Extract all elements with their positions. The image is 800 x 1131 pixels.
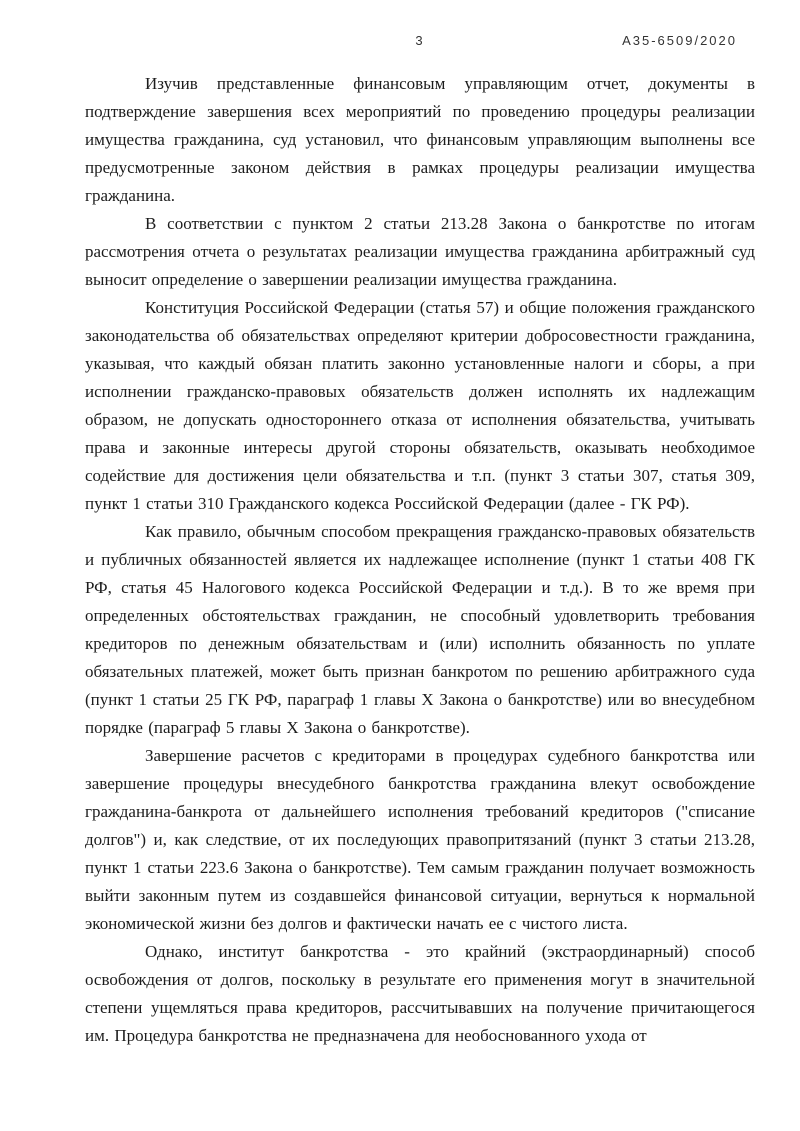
paragraph-bankruptcy-extraordinary: Однако, институт банкротства - это крайний (экстраординарный) способ освобождения от долгов, поскольку в результате его применения могут в значительной степени ущемляться права кредиторов, рассчитывавших на получение причитающегося им. Процедура банкротства не предназначена для необоснованного ухода от [85,942,755,1045]
case-number: А35-6509/2020 [622,33,737,48]
page-number: 3 [415,33,425,48]
paragraph-constitution-good-faith: Конституция Российской Федерации (статья 57) и общие положения гражданского законодательства об обязательствах определяют критерии добросовестности гражданина, указывая, что каждый обязан платить законно установленные налоги и сборы, а при исполнении гражданско-правовых обязательств должен исполнять их надлежащим образом, не допускать одностороннего отказа от исполнения обязательства, учитывать права и законные интересы другой стороны обязательств, оказывать необходимое содействие для достижения цели обязательства и т.п. (пункт 3 статьи 307, статья 309, пункт 1 статьи 310 Гражданского кодекса Российской Федерации (далее - ГК РФ). [85,298,755,513]
paragraph-court-findings: Изучив представленные финансовым управляющим отчет, документы в подтверждение завершения всех мероприятий по проведению процедуры реализации имущества гражданина, суд установил, что финансовым управляющим выполнены все предусмотренные законом действия в рамках процедуры реализации имущества гражданина. [85,74,755,205]
page-header [85,33,755,53]
paragraph-debt-discharge: Завершение расчетов с кредиторами в процедурах судебного банкротства или завершение процедуры внесудебного банкротства гражданина влекут освобождение гражданина-банкрота от дальнейшего исполнения требований кредиторов ("списание долгов") и, как следствие, от их последующих правопритязаний (пункт 3 статьи 213.28, пункт 1 статьи 223.6 Закона о банкротстве). Тем самым гражданин получает возможность выйти законным путем из создавшейся финансовой ситуации, вернуться к нормальной экономической жизни без долгов и фактически начать ее с чистого листа. [85,746,755,933]
paragraph-obligation-termination: Как правило, обычным способом прекращения гражданско-правовых обязательств и публичных обязанностей является их надлежащее исполнение (пункт 1 статьи 408 ГК РФ, статья 45 Налогового кодекса Российской Федерации и т.д.). В то же время при определенных обстоятельствах гражданин, не способный удовлетворить требования кредиторов по денежным обязательствам и (или) исполнить обязанность по уплате обязательных платежей, может быть признан банкротом по решению арбитражного суда (пункт 1 статьи 25 ГК РФ, параграф 1 главы X Закона о банкротстве) или во внесудебном порядке (параграф 5 главы X Закона о банкротстве). [85,522,755,737]
paragraph-law-213-28: В соответствии с пунктом 2 статьи 213.28 Закона о банкротстве по итогам рассмотрения отчета о результатах реализации имущества гражданина арбитражный суд выносит определение о завершении реализации имущества гражданина. [85,214,755,289]
document-body [85,70,755,1050]
